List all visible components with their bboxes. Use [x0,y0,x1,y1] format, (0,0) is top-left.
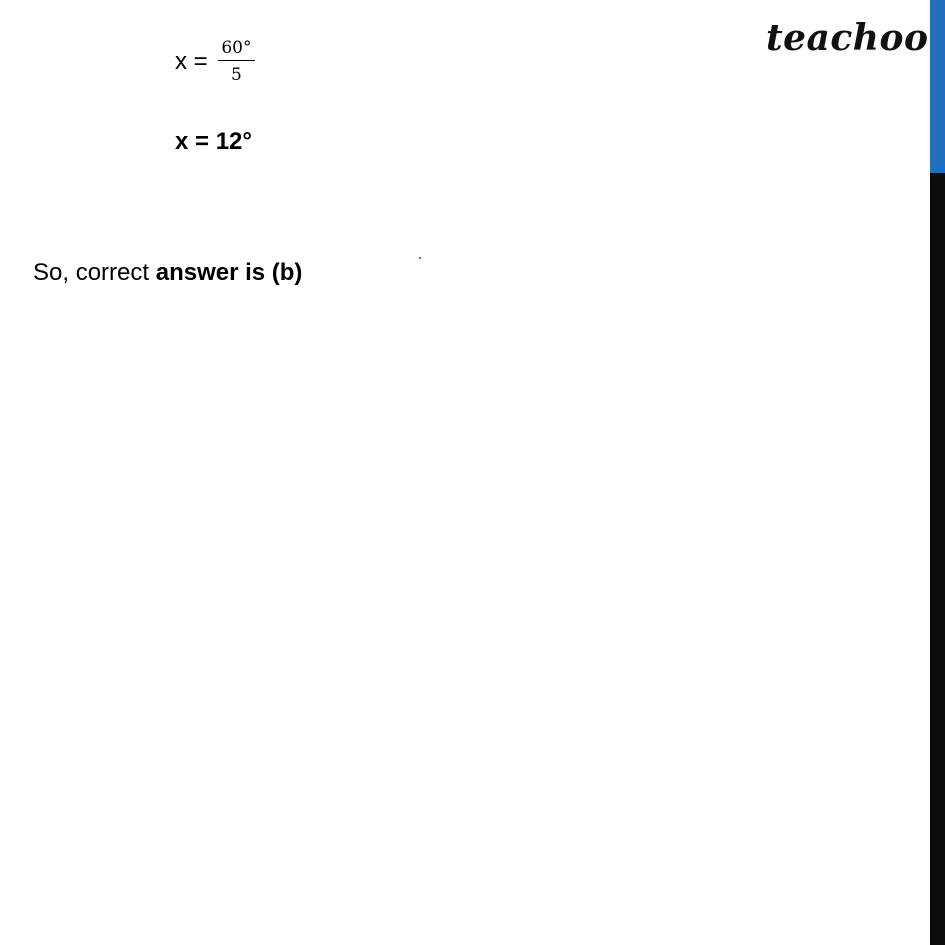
equation-fraction-step [175,38,255,85]
teachoo-logo: teachoo [766,17,929,59]
fraction-denominator: 5 [231,65,242,85]
answer-choice: answer is (b) [155,259,303,286]
side-bar-accent [930,0,945,173]
answer-prefix: So, correct [33,259,156,286]
fraction [218,38,254,85]
equation-result: x = 12° [175,128,252,155]
equation-lhs: x = [175,47,215,75]
side-bar [930,0,945,945]
fraction-numerator: 60° [218,38,254,61]
answer-statement [33,257,302,289]
stray-dot [419,257,421,259]
side-bar-dark [930,173,945,945]
